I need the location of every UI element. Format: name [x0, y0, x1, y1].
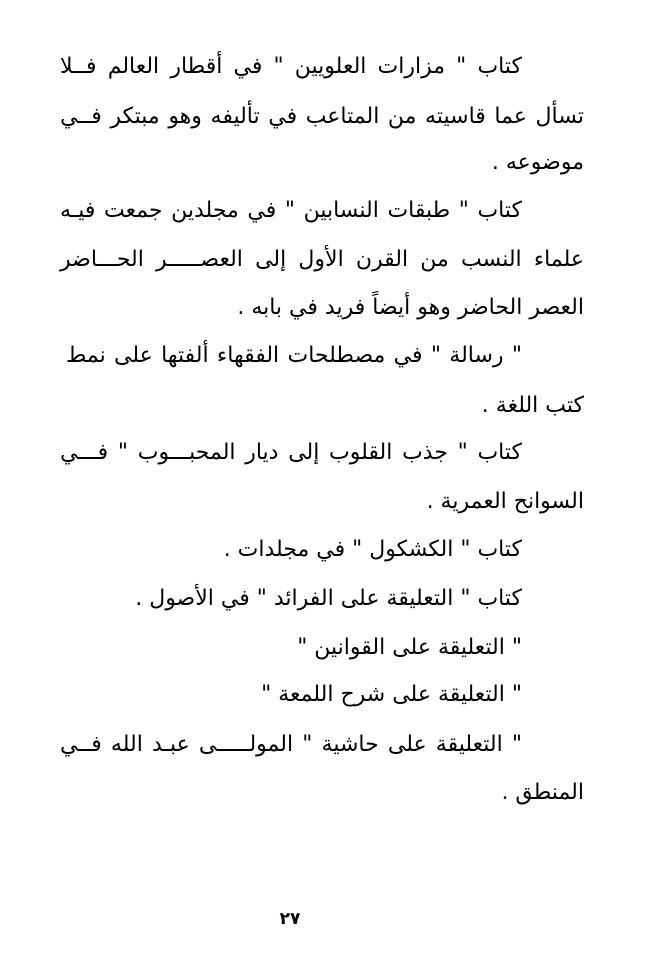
text-line-5: علماء النسب من القرن الأول إلى العصـــــر الحـــاضر: [60, 247, 584, 272]
text-line-3: موضوعه .: [491, 150, 584, 175]
text-line-14: " التعليقة على شرح اللمعة ": [261, 682, 522, 707]
text-line-2: تسأل عما قاسيته من المتاعب في تأليفه وهو مبتكر فــي: [60, 104, 584, 129]
text-line-9: كتاب " جذب القلوب إلى ديار المحبـــوب " فـــي: [60, 440, 522, 465]
text-line-15: " التعليقة على حاشية " المولـــــى عبـد الله فــي: [60, 732, 522, 757]
text-line-12: كتاب " التعليقة على الفرائد " في الأصول .: [135, 586, 522, 611]
text-line-4: كتاب " طبقات النسابين " في مجلدين جمعت فيـه: [60, 198, 522, 223]
text-line-8: كتب اللغة .: [481, 393, 584, 418]
text-line-10: السوانح العمرية .: [426, 489, 584, 514]
text-line-6: العصر الحاضر وهو أيضاً فريد في بابه .: [237, 295, 584, 320]
text-line-11: كتاب " الكشكول " في مجلدات .: [223, 537, 522, 562]
page-number: ٢٧: [279, 909, 301, 929]
text-line-7: " رسالة " في مصطلحات الفقهاء ألفتها على نمط: [66, 343, 522, 368]
text-line-16: المنطق .: [501, 780, 584, 805]
text-line-13: " التعليقة على القوانين ": [297, 635, 522, 660]
text-line-1: كتاب " مزارات العلويين " في أقطار العالم فــلا: [60, 54, 522, 79]
